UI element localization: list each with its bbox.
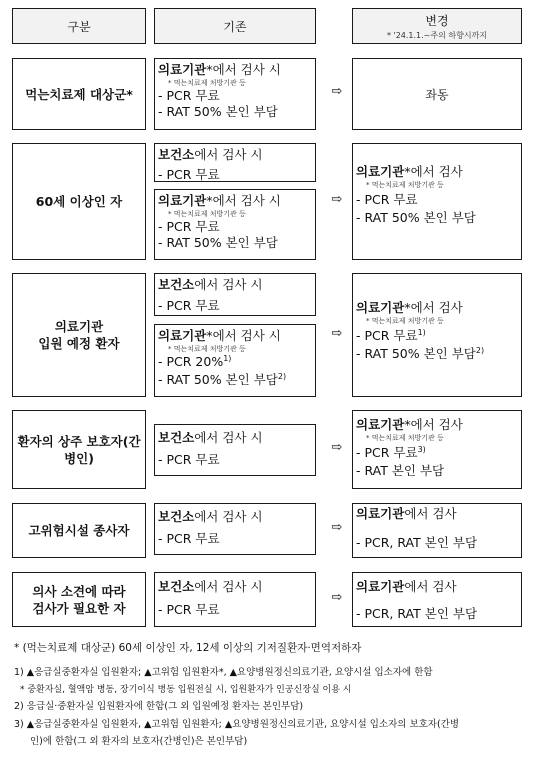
row6-after-line1: - PCR, RAT 본인 부담	[356, 606, 478, 621]
row5-category	[12, 503, 146, 558]
row5-before	[154, 503, 316, 555]
row3-category-label: 의료기관 입원 예정 환자	[38, 319, 120, 351]
header-after-label: 변경	[425, 13, 449, 28]
row3-before2-line1: - PCR 20%$^{1)}$	[158, 353, 232, 369]
footnote-3: 3) ▲응급실중환자실 입원환자, ▲고위험 입원환자; ▲요양병원정신의료기관, 요양시설 입소자의 보호자(간병	[14, 719, 460, 730]
row6-category	[12, 572, 146, 627]
row2-after-note: * 먹는치료제 처방기관 등	[366, 181, 444, 189]
row1-arrow: ⇨	[331, 84, 343, 99]
row1-before-line2: - RAT 50% 본인 부담	[158, 104, 278, 119]
row6-before-line1: - PCR 무료	[158, 602, 220, 617]
row3-before1-title: 보건소에서 검사 시	[158, 277, 263, 292]
row2-arrow: ⇨	[331, 192, 343, 207]
row2-category	[12, 143, 146, 260]
header-category-label: 구분	[67, 19, 91, 34]
row3-after-title: 의료기관*에서 검사	[356, 300, 463, 315]
row6-after-title: 의료기관에서 검사	[356, 579, 457, 594]
row3-arrow: ⇨	[331, 326, 343, 341]
header-before	[154, 8, 316, 44]
header-after-sub: * '24.1.1.~주의 하향시까지	[386, 30, 488, 40]
row1-category-label: 먹는치료제 대상군*	[25, 86, 133, 102]
row6-before	[154, 572, 316, 627]
row5-before-title: 보건소에서 검사 시	[158, 509, 263, 524]
row3-before2-note: * 먹는치료제 처방기관 등	[168, 345, 246, 353]
row5-before-line1: - PCR 무료	[158, 531, 220, 546]
row4-arrow: ⇨	[331, 440, 343, 455]
row2-before2-note: * 먹는치료제 처방기관 등	[168, 210, 246, 218]
row5-after	[352, 503, 522, 558]
row4-after-line1: - PCR 무료$^{3)}$	[356, 444, 426, 460]
row6-after	[352, 572, 522, 627]
row3-before1-line1: - PCR 무료	[158, 298, 220, 313]
row3-after-note: * 먹는치료제 처방기관 등	[366, 317, 444, 325]
row1-category	[12, 58, 146, 130]
row2-before1-title: 보건소에서 검사 시	[158, 147, 263, 162]
row2-after-title: 의료기관*에서 검사	[356, 164, 463, 179]
row2-before2-line1: - PCR 무료	[158, 219, 220, 234]
row3-after-line1: - PCR 무료$^{1)}$	[356, 327, 426, 343]
row3-category	[12, 273, 146, 397]
row6-before-title: 보건소에서 검사 시	[158, 579, 263, 594]
row2-before-1	[154, 143, 316, 182]
row3-before-2	[154, 324, 316, 397]
row1-before-note: * 먹는치료제 처방기관 등	[168, 79, 246, 87]
row1-after	[352, 58, 522, 130]
row2-before2-title: 의료기관*에서 검사 시	[158, 193, 281, 208]
row4-after	[352, 410, 522, 489]
row2-category-label: 60세 이상인 자	[35, 194, 123, 209]
header-category	[12, 8, 146, 44]
row4-before	[154, 424, 316, 476]
row4-before-line1: - PCR 무료	[158, 452, 220, 467]
row4-category-label: 환자의 상주 보호자(간병인)	[17, 433, 141, 466]
row4-category	[12, 410, 146, 489]
row3-before-1	[154, 273, 316, 316]
row3-after	[352, 273, 522, 397]
row6-category-label: 의사 소견에 따라 검사가 필요한 자	[32, 583, 126, 616]
row4-after-line2: - RAT 본인 부담	[356, 463, 445, 478]
row3-after-line2: - RAT 50% 본인 부담$^{2)}$	[356, 345, 485, 361]
row5-after-title: 의료기관에서 검사	[356, 506, 457, 521]
footnote-1: 1) ▲응급실중환자실 입원환자; ▲고위험 입원환자*, ▲요양병원정신의료기관, 요양시설 입소자에 한함	[14, 667, 433, 678]
row1-before-line1: - PCR 무료	[158, 88, 220, 103]
row5-after-line1: - PCR, RAT 본인 부담	[356, 535, 478, 550]
footnote-asterisk: * (먹는치료제 대상군) 60세 이상인 자, 12세 이상의 기저질환자·면역저하자	[14, 642, 362, 654]
row5-arrow: ⇨	[331, 520, 343, 535]
footnote-2: 2) 응급실·중환자실 입원환자에 한함(그 외 입원예정 환자는 본인부담)	[14, 701, 304, 712]
row2-after	[352, 143, 522, 260]
row2-before2-line2: - RAT 50% 본인 부담	[158, 235, 278, 250]
row5-category-label: 고위험시설 종사자	[28, 523, 130, 538]
footnote-3-cont: 인)에 한함(그 외 환자의 보호자(간병인)은 본인부담)	[30, 736, 248, 747]
row6-arrow: ⇨	[331, 590, 343, 605]
row3-before2-title: 의료기관*에서 검사 시	[158, 328, 281, 343]
header-before-label: 기존	[223, 19, 247, 34]
row1-before-title: 의료기관*에서 검사 시	[158, 62, 281, 77]
row4-after-title: 의료기관*에서 검사	[356, 417, 463, 432]
row2-after-line2: - RAT 50% 본인 부담	[356, 210, 476, 225]
row2-before1-line1: - PCR 무료	[158, 167, 220, 182]
row4-before-title: 보건소에서 검사 시	[158, 430, 263, 445]
row3-before2-line2: - RAT 50% 본인 부담$^{2)}$	[158, 371, 287, 387]
row2-after-line1: - PCR 무료	[356, 192, 418, 207]
row1-after-text: 좌동	[425, 87, 449, 102]
row1-before	[154, 58, 316, 130]
footnote-1-note: * 중환자실, 혈액암 병동, 장기이식 병동 입원전실 시, 입원환자가 인공신장실 이용 시	[20, 685, 352, 695]
header-after	[352, 8, 522, 44]
row4-after-note: * 먹는치료제 처방기관 등	[366, 434, 444, 442]
row2-before-2	[154, 189, 316, 260]
